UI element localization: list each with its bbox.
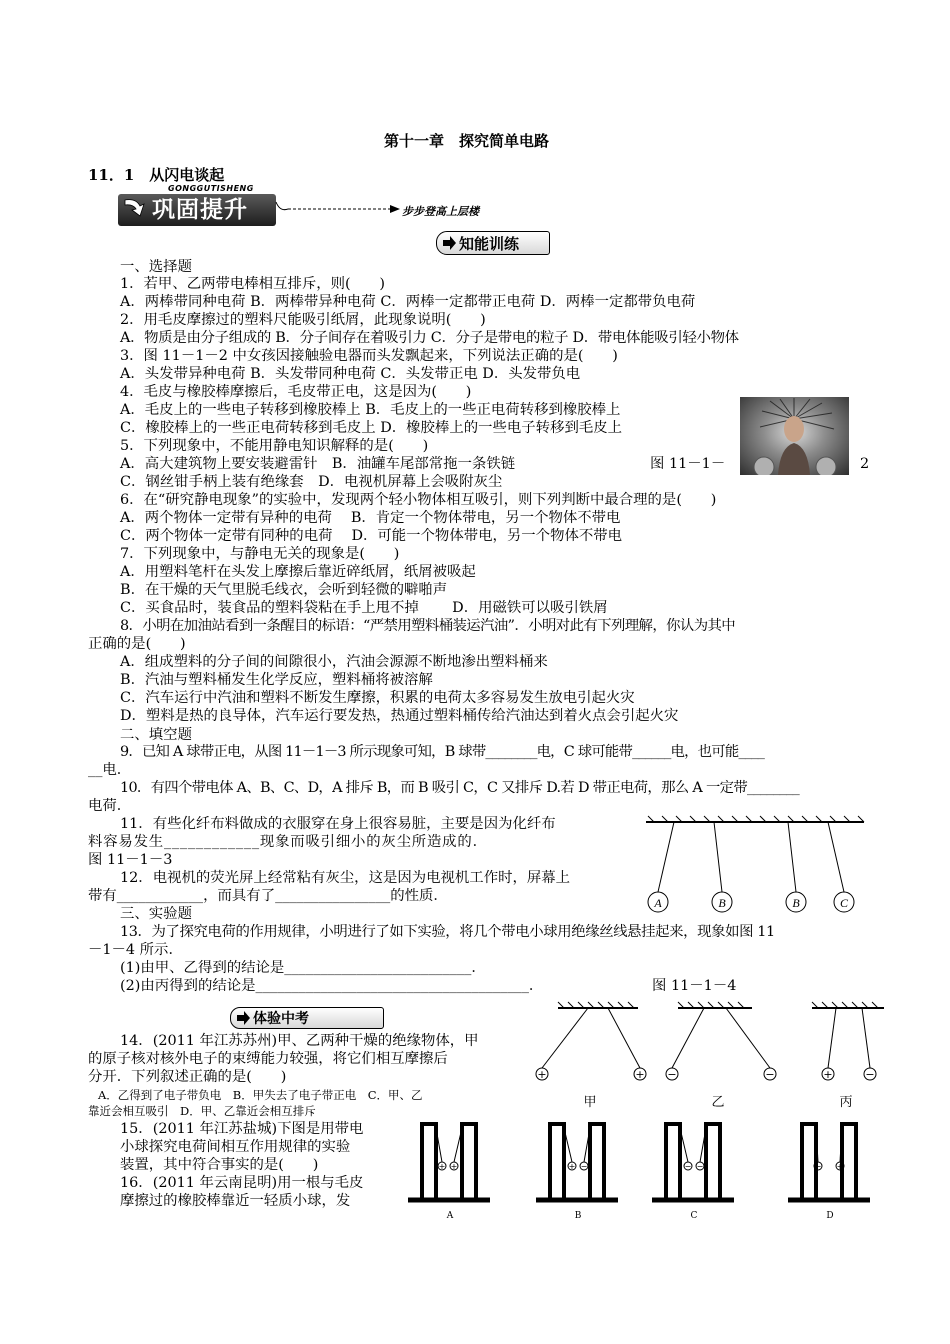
apparatus-label-d: D [826, 1211, 834, 1221]
q8-option-c: C．汽车运行中汽油和塑料不断发生摩擦，积累的电荷太多容易发生放电引起火灾 [120, 690, 635, 706]
apparatus-label-c: C [690, 1211, 698, 1221]
fig-11-1-2-number: 2 [860, 456, 870, 472]
q6-option-cd: C．两个物体一定带有同种的电荷 D．可能一个物体带电，另一个物体不带电 [120, 528, 623, 544]
q5: 5．下列现象中，不能用静电知识解释的是( ) [120, 438, 429, 454]
ball-label-b1: B [718, 896, 726, 910]
q6-option-ab: A．两个物体一定带有异种的电荷 B．肯定一个物体带电，另一个物体不带电 [120, 510, 621, 526]
ball-label-b2: B [792, 896, 800, 910]
q8-cont: 正确的是( ) [88, 636, 186, 652]
q16-cont: 摩擦过的橡胶棒靠近一轻质小球，发 [120, 1193, 351, 1209]
d-left-charge: − [814, 1162, 822, 1171]
q10-cont: 电荷． [88, 798, 132, 814]
a-right-charge: + [450, 1162, 458, 1171]
girl-hair-photo [740, 397, 849, 475]
q7-option-a: A．用塑料笔杆在头发上摩擦后靠近碎纸屑，纸屑被吸起 [120, 564, 476, 580]
q12: 12．电视机的荧光屏上经常粘有灰尘，这是因为电视机工作时，屏幕上 [120, 870, 571, 886]
jia-right-charge: + [635, 1068, 645, 1081]
q5-option-cd: C．钢丝钳手柄上装有绝缘套 D．电视机屏幕上会吸附灰尘 [120, 474, 503, 490]
gonggu-banner [118, 184, 498, 230]
b-left-charge: + [568, 1162, 576, 1171]
q9-cont: __电． [88, 762, 132, 778]
q7: 7．下列现象中，与静电无关的现象是( ) [120, 546, 400, 562]
q13-part2: (2)由丙得到的结论是______________________________________． [120, 978, 544, 994]
label-bing: 丙 [839, 1095, 853, 1110]
q14-cont2: 分开．下列叙述正确的是( ) [88, 1069, 287, 1085]
q1: 1．若甲、乙两带电棒相互排斥，则( ) [120, 276, 386, 292]
q6: 6．在“研究静电现象”的实验中，发现两个轻小物体相互吸引，则下列判断中最合理的是( ) [120, 492, 717, 508]
q8: 8．小明在加油站看到一条醒目的标语：“严禁用塑料桶装运汽油”．小明对此有下列理解，你认为其中 [120, 618, 736, 634]
q15-cont1: 小球探究电荷间相互作用规律的实验 [120, 1139, 351, 1155]
chapter-title: 第十一章 探究简单电路 [384, 132, 550, 150]
q5-option-ab: A．高大建筑物上要安装避雷针 B．油罐车尾部常拖一条铁链 [120, 456, 516, 472]
badge-arrow-icon [441, 235, 457, 251]
q4: 4．毛皮与橡胶棒摩擦后，毛皮带正电，这是因为( ) [120, 384, 472, 400]
q9: 9．已知 A 球带正电，从图 11－1－3 所示现象可知，B 球带________电，C 球可能带______电，也可能____ [120, 744, 765, 760]
ball-label-a: A [654, 896, 662, 910]
badge-label: 知能训练 [459, 235, 520, 253]
fig-11-1-4-caption: 图 11－1－4 [652, 978, 737, 994]
q8-option-b: B．汽油与塑料桶发生化学反应，塑料桶将被溶解 [120, 672, 433, 688]
yi-right-charge: − [765, 1068, 775, 1081]
tiyan-label: 体验中考 [253, 1011, 309, 1027]
q8-option-a: A．组成塑料的分子间的间隙很小，汽油会源源不断地渗出塑料桶来 [120, 654, 548, 670]
banner-arrow-icon [122, 196, 148, 224]
yi-left-charge: − [667, 1068, 677, 1081]
q14-options-2: 靠近会相互吸引 D．甲、乙靠近会相互排斥 [88, 1104, 316, 1118]
fig-11-1-3 [640, 814, 870, 918]
girl-silhouette [740, 397, 849, 475]
d-right-charge: + [836, 1162, 844, 1171]
q14: 14．(2011 年江苏苏州)甲、乙两种干燥的绝缘物体，甲 [120, 1033, 479, 1049]
ball-label-c: C [839, 896, 849, 910]
fig-11-1-4 [528, 998, 888, 1114]
q16: 16．(2011 年云南昆明)用一根与毛皮 [120, 1175, 364, 1191]
q8-option-d: D．塑料是热的良导体，汽车运行要发热，热通过塑料桶传给汽油达到着火点会引起火灾 [120, 708, 679, 724]
q13-part1: (1)由甲、乙得到的结论是__________________________． [120, 960, 486, 976]
q2: 2．用毛皮摩擦过的塑料尺能吸引纸屑，此现象说明( ) [120, 312, 486, 328]
q15: 15．(2011 年江苏盐城)下图是用带电 [120, 1121, 364, 1137]
q4-option-ab: A．毛皮上的一些电子转移到橡胶棒上 B．毛皮上的一些正电荷转移到橡胶棒上 [120, 402, 621, 418]
apparatus-label-b: B [574, 1211, 582, 1221]
heading-fill: 二、填空题 [120, 727, 192, 743]
bing-left-charge: + [823, 1068, 833, 1081]
q4-option-cd: C．橡胶棒上的一些正电荷转移到毛皮上 D．橡胶棒上的一些电子转移到毛皮上 [120, 420, 623, 436]
q3-options: A．头发带异种电荷 B．头发带同种电荷 C．头发带正电 D．头发带负电 [120, 366, 581, 382]
apparatus-label-a: A [446, 1211, 454, 1221]
q7-option-cd: C．买食品时，装食品的塑料袋粘在手上甩不掉 D．用磁铁可以吸引铁屑 [120, 600, 608, 616]
q13: 13．为了探究电荷的作用规律，小明进行了如下实验，将几个带电小球用绝缘丝线悬挂起来，现象如图 11 [120, 924, 775, 940]
q14-cont1: 的原子核对核外电子的束缚能力较强，将它们相互摩擦后 [88, 1051, 448, 1067]
tiyan-badge [230, 1007, 384, 1029]
q1-options: A．两棒带同种电荷 B．两棒带异种电荷 C．两棒一定都带正电荷 D．两棒一定都带负电荷 [120, 294, 696, 310]
tiyan-arrow-icon [235, 1010, 251, 1026]
c-left-charge: − [684, 1162, 692, 1171]
b-right-charge: − [580, 1162, 588, 1171]
banner-pinyin: GONGGUTISHENG [168, 184, 254, 193]
label-jia: 甲 [583, 1095, 597, 1110]
q12-cont: 带有____________，而具有了________________的性质． [88, 888, 448, 904]
fig-q15-apparatus [402, 1114, 872, 1222]
bing-right-charge: − [865, 1068, 875, 1081]
heading-experiment: 三、实验题 [120, 906, 192, 922]
jia-left-charge: + [537, 1068, 547, 1081]
q3: 3．图 11－1－2 中女孩因接触验电器而头发飘起来，下列说法正确的是( ) [120, 348, 618, 364]
q10: 10．有四个带电体 A、B、C、D，A 排斥 B，而 B 吸引 C，C 又排斥 D.若 D 带正电荷，那么 A 一定带________ [120, 780, 799, 796]
fig-11-1-2-caption: 图 11－1－ [650, 456, 726, 472]
q14-options-1: A．乙得到了电子带负电 B．甲失去了电子带正电 C．甲、乙 [98, 1088, 423, 1102]
q13-cont: －1－4 所示． [88, 942, 183, 958]
zhineng-badge [436, 231, 550, 255]
fig-11-1-3-caption: 图 11－1－3 [88, 852, 173, 868]
heading-choice: 一、选择题 [120, 259, 192, 275]
q15-cont2: 装置，其中符合事实的是( ) [120, 1157, 319, 1173]
banner-dash-arrow [274, 198, 404, 218]
label-yi: 乙 [711, 1095, 725, 1110]
a-left-charge: + [438, 1162, 446, 1171]
c-right-charge: − [696, 1162, 704, 1171]
section-title: 11．1 从闪电谈起 [88, 166, 225, 184]
banner-slogan: 步步登高上层楼 [402, 205, 479, 218]
q7-option-b: B．在干燥的天气里脱毛线衣，会听到轻微的噼啪声 [120, 582, 448, 598]
q11-cont: 料容易发生____________现象而吸引细小的灰尘所造成的． [88, 834, 488, 850]
q11: 11．有些化纤布料做成的衣服穿在身上很容易脏，主要是因为化纤布 [120, 816, 556, 832]
q2-options: A．物质是由分子组成的 B．分子间存在着吸引力 C．分子是带电的粒子 D．带电体能吸引轻小物体 [120, 330, 739, 346]
banner-title: 巩固提升 [152, 197, 248, 223]
